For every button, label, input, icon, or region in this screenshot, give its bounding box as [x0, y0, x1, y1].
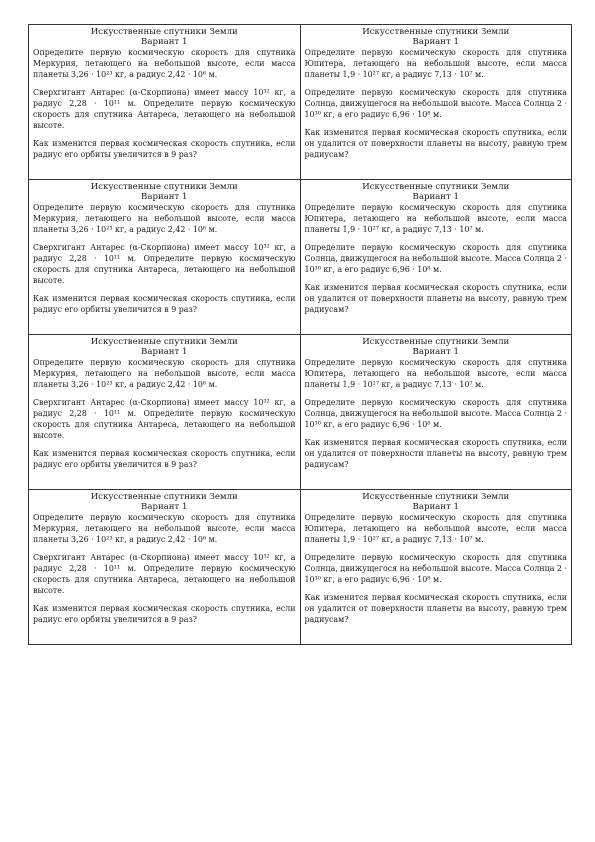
question-3: Как изменится первая космическая скорость спутника, если радиус его орбиты увеличится в 9 раз? — [33, 139, 296, 159]
card-title: Искусственные спутники Земли — [90, 27, 238, 37]
card-right-4 — [300, 490, 572, 645]
card-left-4 — [29, 490, 301, 645]
card-title: Искусственные спутники Земли — [362, 182, 510, 192]
question-2: Сверхгигант Антарес (α-Скорпиона) имеет массу 10³² кг, а радиус 2,28 · 10¹¹ м. Определите первую космическую скорость для спутника Антареса, летающего на небольшой высоте. — [33, 398, 296, 440]
question-2: Определите первую космическую скорость для спутника Солнца, движущегося на небольшой высоте. Масса Солнца 2 · 10³⁰ кг, а его радиус 6,96 · 10⁸ м. — [304, 398, 567, 429]
question-2: Сверхгигант Антарес (α-Скорпиона) имеет массу 10³² кг, а радиус 2,28 · 10¹¹ м. Определите первую космическую скорость для спутника Антареса, летающего на небольшой высоте. — [33, 243, 296, 285]
card-title: Искусственные спутники Земли — [362, 337, 510, 347]
card-variant: Вариант 1 — [412, 37, 459, 47]
card-variant: Вариант 1 — [141, 502, 188, 512]
question-2: Сверхгигант Антарес (α-Скорпиона) имеет массу 10³² кг, а радиус 2,28 · 10¹¹ м. Определите первую космическую скорость для спутника Антареса, летающего на небольшой высоте. — [33, 553, 296, 595]
card-variant: Вариант 1 — [141, 347, 188, 357]
question-3: Как изменится первая космическая скорость спутника, если он удалится от поверхности планеты на высоту, равную трем радиусам? — [304, 438, 567, 469]
card-variant: Вариант 1 — [141, 192, 188, 202]
question-2: Определите первую космическую скорость для спутника Солнца, движущегося на небольшой высоте. Масса Солнца 2 · 10³⁰ кг, а его радиус 6,96 · 10⁸ м. — [304, 243, 567, 274]
question-3: Как изменится первая космическая скорость спутника, если радиус его орбиты увеличится в 9 раз? — [33, 604, 296, 624]
card-row-4 — [29, 490, 572, 645]
question-3: Как изменится первая космическая скорость спутника, если радиус его орбиты увеличится в 9 раз? — [33, 294, 296, 314]
question-1: Определите первую космическую скорость для спутника Меркурия, летающего на небольшой высоте, если масса планеты 3,26 · 10²³ кг, а радиус 2,42 · 10⁶ м. — [33, 358, 296, 389]
card-title: Искусственные спутники Земли — [90, 337, 238, 347]
question-3: Как изменится первая космическая скорость спутника, если радиус его орбиты увеличится в 9 раз? — [33, 449, 296, 469]
question-1: Определите первую космическую скорость для спутника Меркурия, летающего на небольшой высоте, если масса планеты 3,26 · 10²³ кг, а радиус 2,42 · 10⁶ м. — [33, 48, 296, 79]
card-variant: Вариант 1 — [141, 37, 188, 47]
worksheet-grid — [28, 24, 572, 645]
card-row-3 — [29, 335, 572, 490]
card-left-1 — [29, 25, 301, 180]
question-2: Сверхгигант Антарес (α-Скорпиона) имеет массу 10³² кг, а радиус 2,28 · 10¹¹ м. Определите первую космическую скорость для спутника Антареса, летающего на небольшой высоте. — [33, 88, 296, 130]
card-right-1 — [300, 25, 572, 180]
card-title: Искусственные спутники Земли — [362, 27, 510, 37]
card-left-3 — [29, 335, 301, 490]
question-3: Как изменится первая космическая скорость спутника, если он удалится от поверхности планеты на высоту, равную трем радиусам? — [304, 593, 567, 624]
question-1: Определите первую космическую скорость для спутника Меркурия, летающего на небольшой высоте, если масса планеты 3,26 · 10²³ кг, а радиус 2,42 · 10⁶ м. — [33, 513, 296, 544]
question-1: Определите первую космическую скорость для спутника Юпитера, летающего на небольшой высоте, если масса планеты 1,9 · 10²⁷ кг, а радиус 7,13 · 10⁷ м. — [304, 358, 567, 389]
card-variant: Вариант 1 — [412, 192, 459, 202]
card-title: Искусственные спутники Земли — [90, 182, 238, 192]
question-1: Определите первую космическую скорость для спутника Меркурия, летающего на небольшой высоте, если масса планеты 3,26 · 10²³ кг, а радиус 2,42 · 10⁶ м. — [33, 203, 296, 234]
card-right-3 — [300, 335, 572, 490]
card-title: Искусственные спутники Земли — [90, 492, 238, 502]
card-row-2 — [29, 180, 572, 335]
card-row-1 — [29, 25, 572, 180]
question-2: Определите первую космическую скорость для спутника Солнца, движущегося на небольшой высоте. Масса Солнца 2 · 10³⁰ кг, а его радиус 6,96 · 10⁸ м. — [304, 553, 567, 584]
card-title: Искусственные спутники Земли — [362, 492, 510, 502]
question-1: Определите первую космическую скорость для спутника Юпитера, летающего на небольшой высоте, если масса планеты 1,9 · 10²⁷ кг, а радиус 7,13 · 10⁷ м. — [304, 203, 567, 234]
question-3: Как изменится первая космическая скорость спутника, если он удалится от поверхности планеты на высоту, равную трем радиусам? — [304, 283, 567, 314]
question-3: Как изменится первая космическая скорость спутника, если он удалится от поверхности планеты на высоту, равную трем радиусам? — [304, 128, 567, 159]
question-1: Определите первую космическую скорость для спутника Юпитера, летающего на небольшой высоте, если масса планеты 1,9 · 10²⁷ кг, а радиус 7,13 · 10⁷ м. — [304, 513, 567, 544]
card-variant: Вариант 1 — [412, 502, 459, 512]
card-variant: Вариант 1 — [412, 347, 459, 357]
card-right-2 — [300, 180, 572, 335]
card-left-2 — [29, 180, 301, 335]
question-1: Определите первую космическую скорость для спутника Юпитера, летающего на небольшой высоте, если масса планеты 1,9 · 10²⁷ кг, а радиус 7,13 · 10⁷ м. — [304, 48, 567, 79]
question-2: Определите первую космическую скорость для спутника Солнца, движущегося на небольшой высоте. Масса Солнца 2 · 10³⁰ кг, а его радиус 6,96 · 10⁸ м. — [304, 88, 567, 119]
